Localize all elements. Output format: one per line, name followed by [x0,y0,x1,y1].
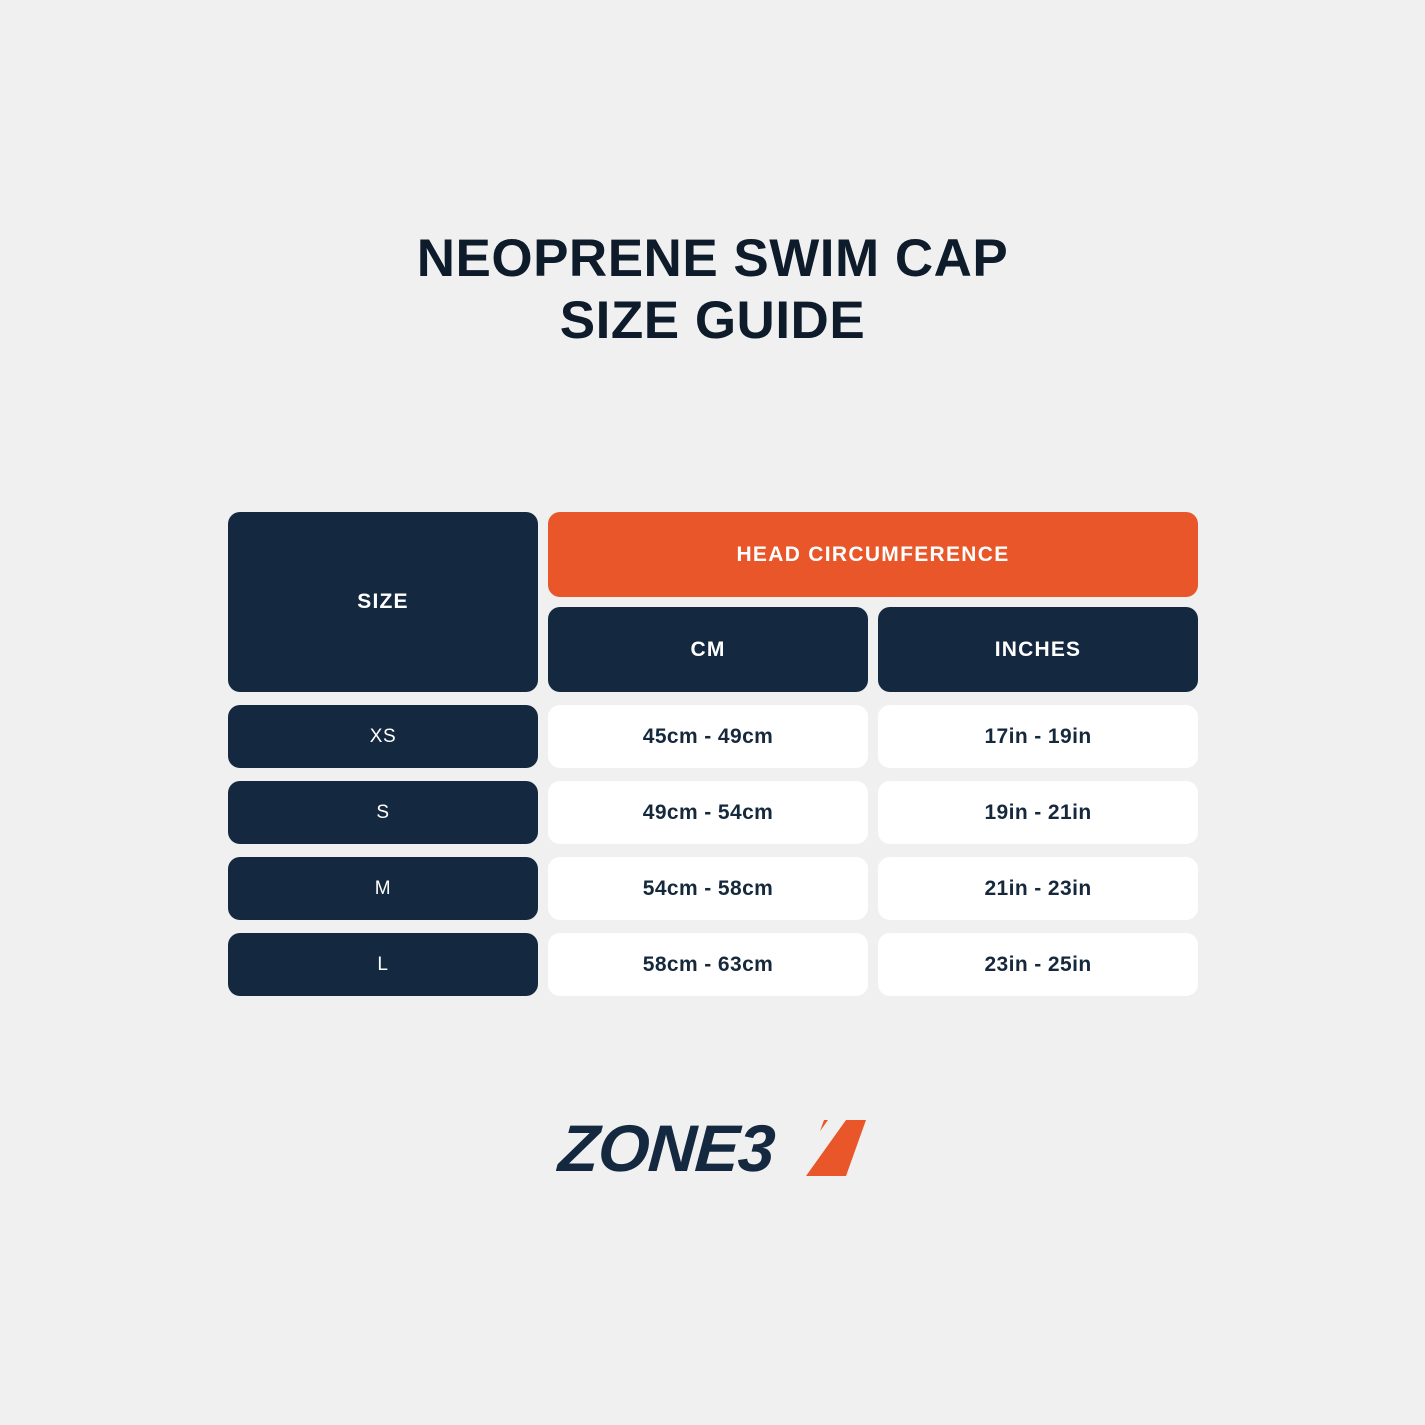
size-table-header [228,512,1198,692]
table-row [228,933,1198,996]
row-value-inches: 21in - 23in [878,857,1198,920]
row-size-label: L [228,933,538,996]
header-unit-inches: INCHES [878,607,1198,692]
header-units-row [548,607,1198,692]
row-value-cm: 58cm - 63cm [548,933,868,996]
header-measurements [548,512,1198,692]
row-size-label: XS [228,705,538,768]
page-title-line-2: SIZE GUIDE [559,291,866,350]
header-unit-cm: CM [548,607,868,692]
page-title [0,228,1425,352]
brand-logo [0,1110,1425,1186]
row-value-cm: 45cm - 49cm [548,705,868,768]
row-size-label: M [228,857,538,920]
row-value-cm: 49cm - 54cm [548,781,868,844]
row-value-inches: 23in - 25in [878,933,1198,996]
size-table [228,512,1198,996]
header-head-circumference: HEAD CIRCUMFERENCE [548,512,1198,597]
page-title-line-1: NEOPRENE SWIM CAP [416,229,1009,288]
table-row [228,781,1198,844]
header-size: SIZE [228,512,538,692]
row-value-cm: 54cm - 58cm [548,857,868,920]
zone3-chevron-icon [788,1120,866,1176]
table-row [228,705,1198,768]
row-size-label: S [228,781,538,844]
row-value-inches: 17in - 19in [878,705,1198,768]
row-value-inches: 19in - 21in [878,781,1198,844]
table-row [228,857,1198,920]
brand-wordmark: ZONE3 [556,1111,777,1185]
